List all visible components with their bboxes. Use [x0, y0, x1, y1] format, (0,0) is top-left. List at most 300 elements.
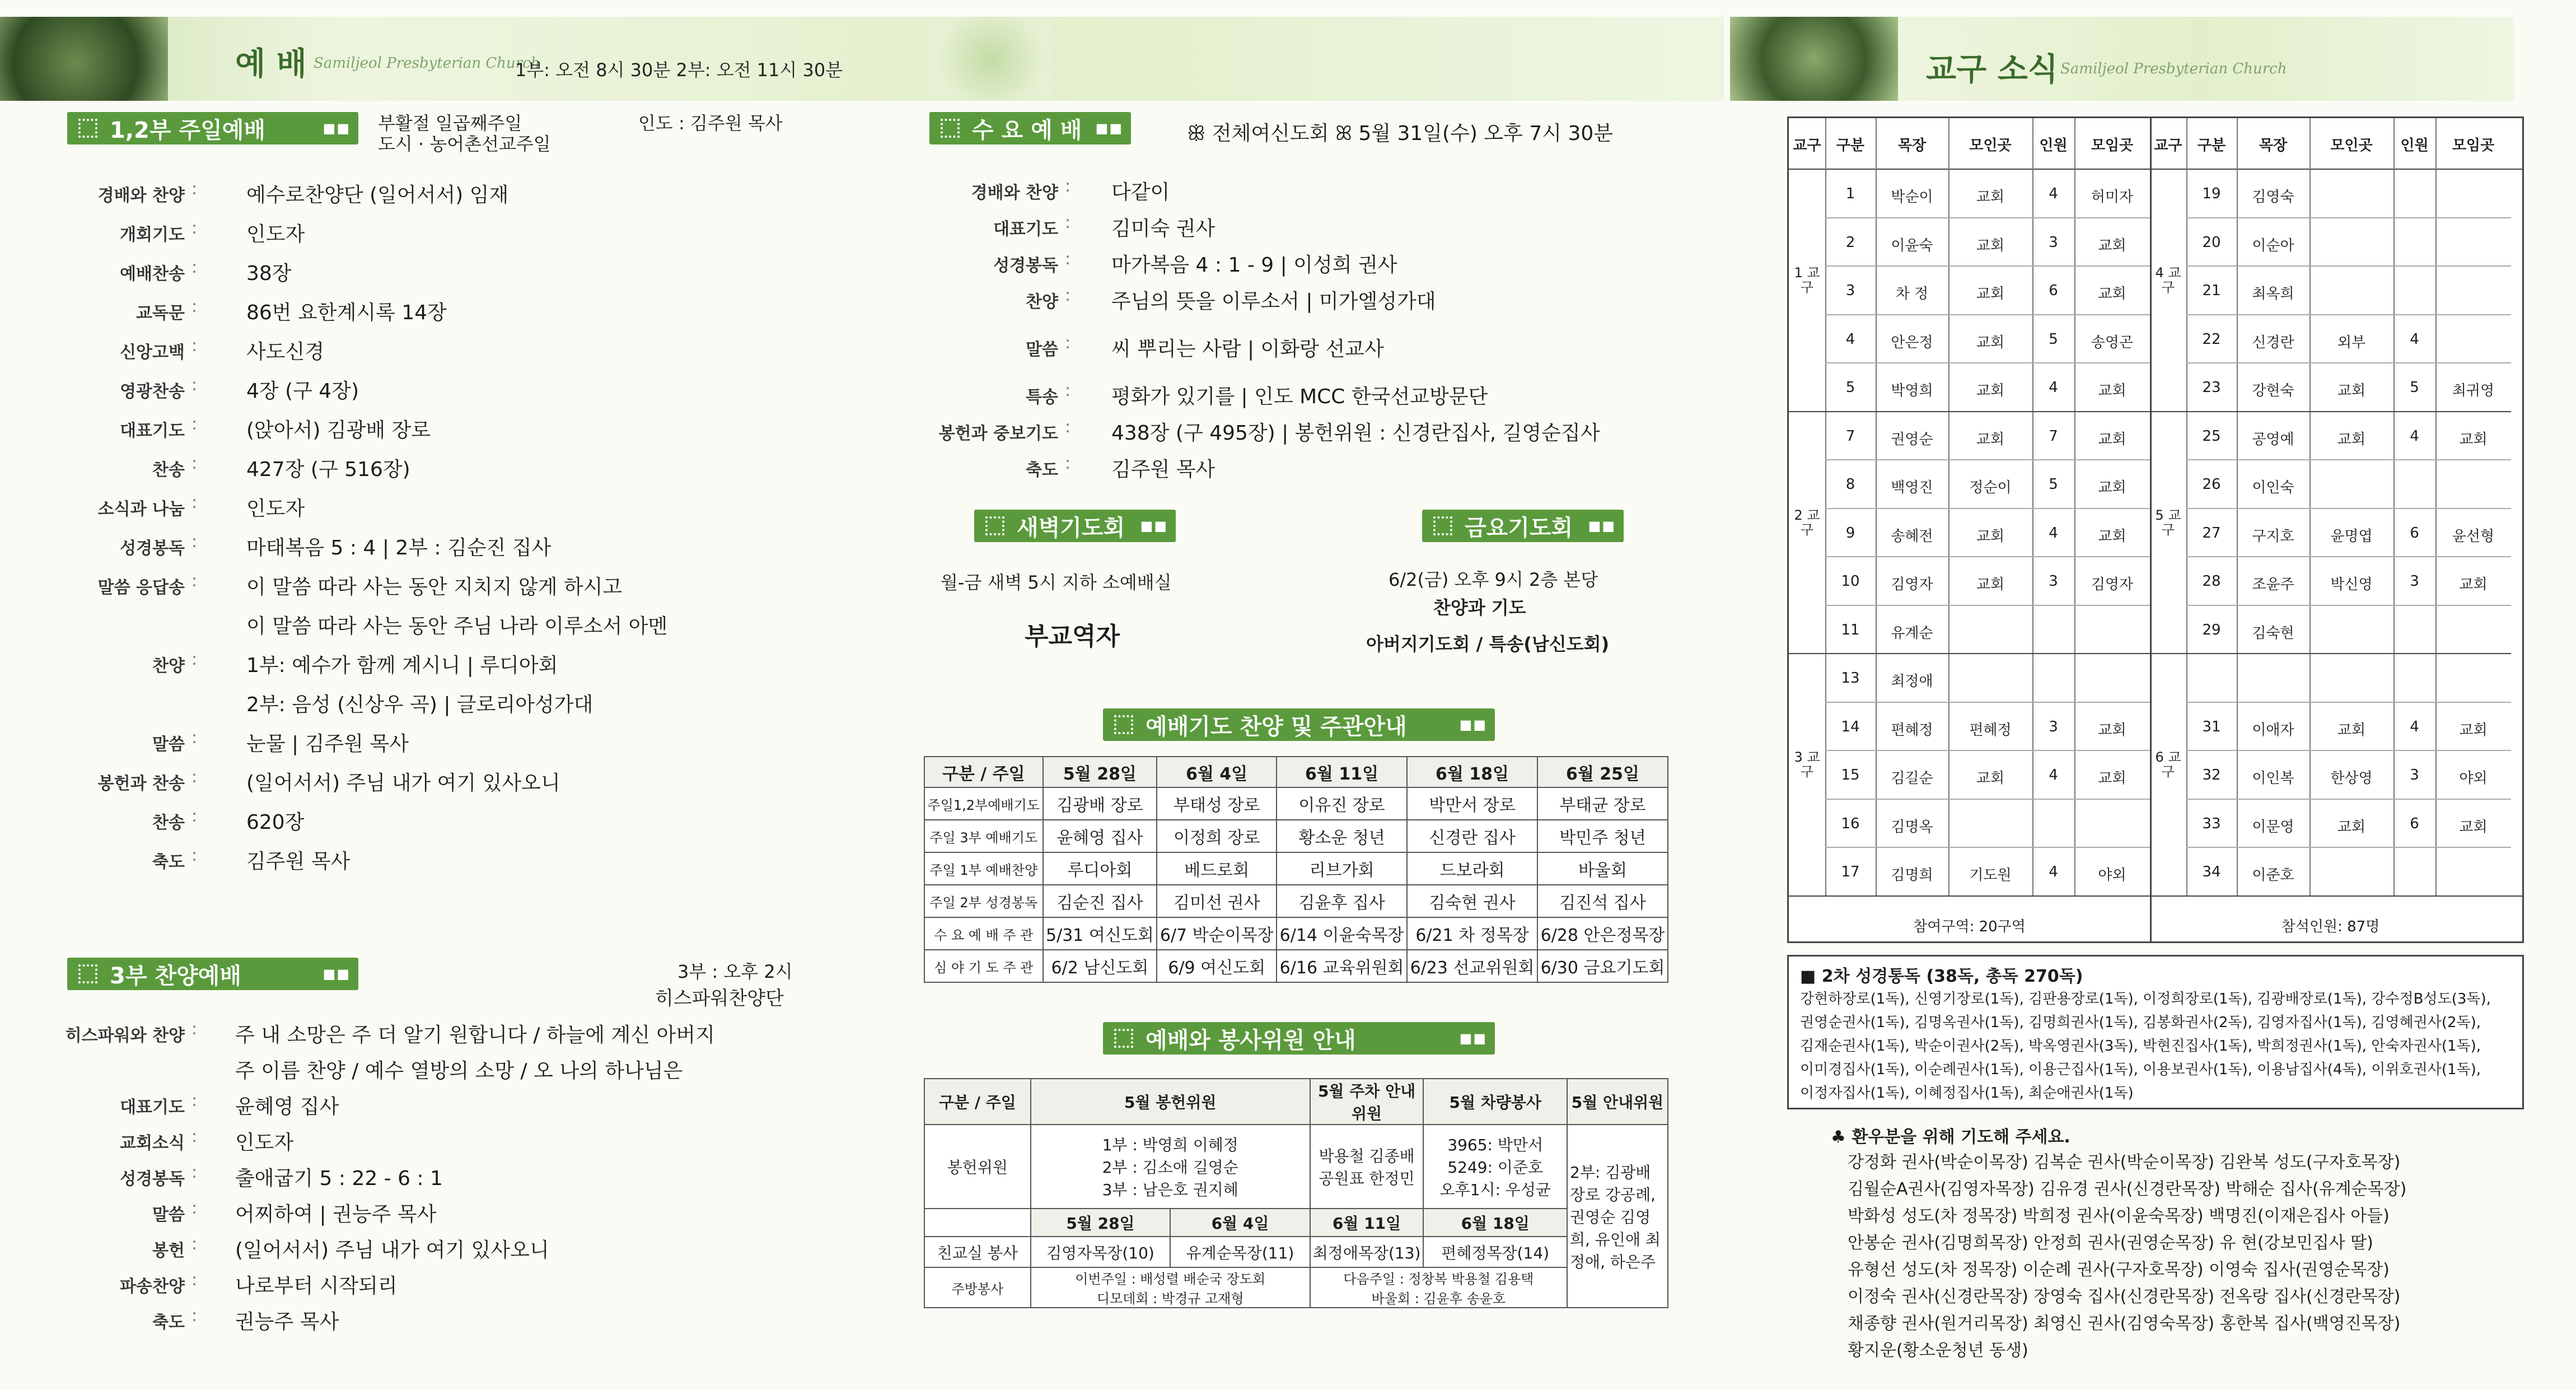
order-colon: :: [191, 414, 198, 434]
district-cell: 허미자: [2091, 189, 2134, 206]
guide-table: [924, 756, 1668, 983]
order-value: 눈물 | 김주원 목사: [246, 733, 409, 755]
district-cell: 교회: [2098, 431, 2126, 448]
order-value: 주 이름 찬양 / 예수 열방의 소망 / 오 나의 하나님은: [235, 1060, 683, 1083]
order-label: 신앙고백: [120, 343, 185, 362]
order-colon: :: [191, 1234, 198, 1254]
district-col-header: 교구: [2154, 137, 2182, 154]
guide-row-label: 심 야 기 도 주 관: [924, 950, 1043, 982]
friday-groups: 아버지기도회 / 특송(남신도회): [1366, 633, 1610, 655]
order-value: 620장: [246, 811, 305, 834]
guide-col-header: 구분 / 주일: [924, 757, 1043, 787]
order-colon: :: [1065, 249, 1071, 269]
order-label: 교회소식: [120, 1134, 185, 1153]
district-cell: 15: [1841, 767, 1860, 783]
friday-schedule: 6/2(금) 오후 9시 2층 본당: [1388, 569, 1598, 590]
district-cell: 김영자: [1891, 576, 1933, 593]
district-cell: 야외: [2459, 770, 2488, 787]
service-col-header: 5월 안내위원: [1567, 1079, 1668, 1125]
district-cell: 교회: [2098, 528, 2126, 545]
district-col-header: 인원: [2039, 137, 2068, 154]
service-col-header: 5월 차량봉사: [1423, 1079, 1567, 1125]
district-cell: 최귀영: [2452, 383, 2495, 399]
district-cell: 23: [2202, 379, 2221, 396]
district-cell: 공영예: [2252, 431, 2294, 448]
guide-col-header: 6월 11일: [1277, 757, 1407, 787]
bible-reading-box: [1787, 955, 2524, 1109]
order-label: 말씀 응답송: [97, 578, 185, 598]
district-col-header: 모임곳: [2452, 137, 2495, 154]
order-value: 김주원 목사: [1111, 458, 1215, 481]
order-label: 찬양: [1026, 292, 1058, 312]
order-colon: :: [191, 1198, 198, 1218]
district-table: [1787, 116, 2524, 943]
district-cell: 김명옥: [1891, 818, 1933, 836]
flower-photo: [1730, 17, 1898, 101]
district-cell: 교회: [1976, 528, 2005, 545]
district-row-divider: [2186, 265, 2511, 267]
district-cell: 교회: [1976, 383, 2005, 399]
guide-header: 예배기도 찬양 및 주관안내 ■■: [1103, 708, 1495, 741]
guide-row-label: 주일 2부 성경봉독: [924, 885, 1043, 917]
prayer-request-title: ♣ 환우분을 위해 기도해 주세요.: [1831, 1127, 2070, 1147]
service-col-header: 5월 봉헌위원: [1031, 1079, 1310, 1125]
district-row-divider: [1825, 605, 2150, 606]
bible-reading-line: 이정자집사(1독), 이혜정집사(1독), 최순애권사(1독): [1800, 1085, 2134, 1102]
order-label: 히스파워와 찬양: [65, 1026, 185, 1046]
order-label: 봉헌과 중보기도: [938, 424, 1058, 444]
guide-col-header: 6월 4일: [1157, 757, 1277, 787]
grid-icon: [78, 964, 97, 983]
district-cell: 교회: [1976, 576, 2005, 593]
car-cell: 3965: 박만서 5249: 이준호 오후1시: 우성균: [1423, 1125, 1567, 1209]
order-label: 찬송: [152, 460, 185, 480]
order-colon: :: [1065, 381, 1071, 400]
district-col-header: 목장: [2259, 137, 2288, 154]
order-value: 2부: 음성 (신상우 곡) | 글로리아성가대: [246, 693, 593, 716]
district-row-divider: [1825, 217, 2150, 218]
welcome-cell: 김영자목장(10): [1031, 1237, 1171, 1267]
district-cell: 34: [2202, 864, 2221, 880]
district-cell: 11: [1841, 621, 1860, 638]
district-cell: 3: [2049, 234, 2058, 251]
guide-cell: 박민주 청년: [1537, 820, 1668, 852]
district-cell: 5: [2410, 379, 2419, 396]
order-label: 봉헌: [152, 1241, 185, 1261]
district-cell: 이윤숙: [1891, 237, 1933, 254]
district-cell: 최옥희: [2252, 286, 2294, 302]
district-cell: 1: [1845, 185, 1855, 202]
district-cell: 윤선형: [2452, 528, 2495, 545]
guide-cell: 리브가회: [1277, 852, 1407, 885]
guide-col-header: 5월 28일: [1043, 757, 1157, 787]
district-cell: 교회: [2459, 721, 2488, 739]
district-cell: 교회: [1976, 189, 2005, 206]
district-cell: 백영진: [1891, 479, 1933, 496]
district-cell: 박순이: [1891, 189, 1933, 206]
prayer-request-line: 이정숙 권사(신경란목장) 장영숙 집사(신경란목장) 전옥랑 집사(신경란목장): [1848, 1287, 2401, 1307]
district-cell: 교회: [2098, 286, 2126, 302]
guide-row-label: 주일 1부 예배찬양: [924, 852, 1043, 885]
order-label: 말씀: [152, 735, 185, 754]
order-colon: :: [1065, 213, 1071, 232]
sunday-subtitle-1: 부활절 일곱째주일: [378, 113, 522, 134]
guide-row-label: 수 요 예 배 주 관: [924, 917, 1043, 950]
dawn-schedule: 월-금 새벽 5시 지하 소예배실: [941, 572, 1172, 593]
service-date-header: 6월 4일: [1170, 1209, 1310, 1237]
district-col-header: 교구: [1793, 137, 1821, 154]
bible-reading-line: 강현하장로(1독), 신영기장로(1독), 김판용장로(1독), 이정희장로(1독), 김광배장로(1독), 강수정B성도(3독),: [1800, 991, 2491, 1007]
order-label: 교독문: [136, 304, 185, 323]
order-label: 경배와 찬양: [97, 186, 185, 206]
wednesday-event: ꕥ 전체여신도회 ꕤ 5월 31일(수) 오후 7시 30분: [1187, 122, 1614, 145]
district-cell: 교회: [2337, 818, 2366, 836]
guide-cell: 드보라회: [1407, 852, 1537, 885]
guide-cell: 6/2 남신도회: [1043, 950, 1157, 982]
district-cell: 윤명엽: [2330, 528, 2373, 545]
order-label: 축도: [152, 1313, 185, 1332]
order-colon: :: [191, 375, 198, 395]
guide-cell: 김미선 권사: [1157, 885, 1277, 917]
order-colon: :: [191, 532, 198, 552]
service-date-header: 6월 11일: [1310, 1209, 1424, 1237]
order-label: 성경봉독: [120, 539, 185, 558]
order-value: 4장 (구 4장): [246, 380, 359, 403]
order-label: 특송: [1026, 388, 1058, 407]
district-footer-divider: [1789, 895, 2522, 897]
guide-row-label: 주일1,2부예배기도: [924, 787, 1043, 820]
district-col-header: 인원: [2400, 137, 2429, 154]
district-cell: 교회: [2098, 770, 2126, 787]
guide-cell: 6/30 금요기도회: [1537, 950, 1668, 982]
district-cell: 33: [2202, 815, 2221, 832]
district-col-header: 구분: [1836, 137, 1865, 154]
district-col-header: 모인곳: [1969, 137, 2012, 154]
order-label: 축도: [152, 852, 185, 872]
order-value: 예수로찬양단 (일어서서) 임재: [246, 184, 509, 207]
district-cell: 교회: [2098, 383, 2126, 399]
guide-cell: 5/31 여신도회: [1043, 917, 1157, 950]
guide-cell: 부태균 장로: [1537, 787, 1668, 820]
district-cell: 신경란: [2252, 334, 2294, 351]
order-value: 어찌하여 | 권능주 목사: [235, 1203, 437, 1226]
guide-cell: 6/14 이윤숙목장: [1277, 917, 1407, 950]
prayer-request-line: 채종향 권사(원거리목장) 최영신 권사(김영숙목장) 홍한복 집사(백영진목장): [1848, 1314, 2401, 1333]
district-col-header: 모인곳: [2330, 137, 2373, 154]
district-cell: 박신영: [2330, 576, 2373, 593]
order-value: 438장 (구 495장) | 봉헌위원 : 신경란집사, 길영순집사: [1111, 422, 1600, 445]
district-cell: 외부: [2337, 334, 2366, 351]
grid-icon: [1433, 516, 1452, 535]
district-cell: 정순이: [1969, 479, 2012, 496]
district-cell: 교회: [2459, 576, 2488, 593]
district-row-divider: [1825, 702, 2150, 703]
order-value: 마가복음 4 : 1 - 9 | 이성희 권사: [1111, 254, 1397, 277]
district-cell: 차 정: [1895, 286, 1929, 302]
district-cell: 3: [2410, 573, 2419, 590]
district-cell: 8: [1845, 476, 1855, 493]
district-row-divider: [2186, 605, 2511, 606]
welcome-cell: 유계순목장(11): [1170, 1237, 1310, 1267]
order-value: 윤혜영 집사: [235, 1095, 339, 1118]
district-row-divider: [1825, 847, 2150, 848]
guide-cell: 김광배 장로: [1043, 787, 1157, 820]
grid-icon: [1114, 1029, 1133, 1048]
district-group-divider: [1789, 653, 2150, 654]
district-group-label: 4 교 구: [2155, 265, 2181, 295]
order-value: 인도자: [246, 497, 305, 520]
district-cell: 5: [2049, 330, 2058, 348]
district-cell: 4: [2410, 427, 2419, 445]
dawn-prayer-header: 새벽기도회 ■■: [974, 510, 1176, 542]
guide-cell: 이정희 장로: [1157, 820, 1277, 852]
order-label: 봉헌과 찬송: [97, 774, 185, 794]
order-colon: :: [191, 846, 198, 865]
district-row-divider: [1825, 314, 2150, 315]
district-cell: 김명희: [1891, 867, 1933, 884]
order-colon: :: [1065, 333, 1071, 353]
district-cell: 3: [2410, 767, 2419, 783]
order-colon: :: [191, 258, 198, 277]
order-colon: :: [191, 454, 198, 473]
district-cell: 6: [2410, 524, 2419, 542]
district-cell: 교회: [2459, 818, 2488, 836]
district-cell: 안은정: [1891, 334, 1933, 351]
district-row-divider: [1825, 362, 2150, 363]
guide-cell: 6/16 교육위원회: [1277, 950, 1407, 982]
district-cell: 교회: [1976, 237, 2005, 254]
district-row-divider: [2186, 799, 2511, 800]
district-row-divider: [1825, 556, 2150, 557]
district-cell: 교회: [1976, 431, 2005, 448]
order-value: 427장 (구 516장): [246, 458, 410, 481]
order-value: 마태복음 5 : 4 | 2부 : 김순진 집사: [246, 537, 551, 559]
praise-time: 3부 : 오후 2시: [677, 961, 793, 982]
grid-icon: [78, 119, 97, 138]
guide-col-header: 6월 18일: [1407, 757, 1537, 787]
district-cell: 교회: [2337, 431, 2366, 448]
guide-cell: 6/7 박순이목장: [1157, 917, 1277, 950]
district-col-header: 구분: [2197, 137, 2226, 154]
district-cell: 26: [2202, 476, 2221, 493]
district-cell: 16: [1841, 815, 1860, 832]
district-cell: 송혜전: [1891, 528, 1933, 545]
order-value: 인도자: [246, 223, 305, 246]
worship-title: 예 배: [235, 46, 307, 82]
district-cell: 20: [2202, 234, 2221, 251]
order-colon: :: [191, 1091, 198, 1111]
guide-cell: 베드로회: [1157, 852, 1277, 885]
order-label: 영광찬송: [120, 382, 185, 402]
district-row-divider: [1825, 750, 2150, 751]
order-colon: :: [191, 493, 198, 512]
district-cell: 유계순: [1891, 624, 1933, 642]
order-colon: :: [191, 767, 198, 787]
bible-reading-line: 이미경집사(1독), 이순례권사(1독), 이용근집사(1독), 이용보권사(1독), 이용남집사(4독), 이위호권사(1독),: [1800, 1061, 2481, 1078]
district-group-label: 2 교 구: [1794, 507, 1820, 538]
order-colon: :: [191, 1270, 198, 1290]
district-cell: 6: [2410, 815, 2419, 832]
order-label: 축도: [1026, 460, 1058, 480]
district-row-divider: [2186, 362, 2511, 363]
district-cell: 조윤주: [2252, 576, 2294, 593]
guide-cell: 김순진 집사: [1043, 885, 1157, 917]
order-colon: :: [191, 336, 198, 356]
grid-icon: [1114, 715, 1133, 734]
district-cell: 송영곤: [2091, 334, 2134, 351]
service-date-header: 6월 18일: [1423, 1209, 1567, 1237]
district-cell: 17: [1841, 864, 1860, 880]
order-label: 말씀: [1026, 340, 1058, 360]
guide-row-label: 주일 3부 예배기도: [924, 820, 1043, 852]
order-value: 인도자: [235, 1131, 294, 1154]
district-cell: 31: [2202, 718, 2221, 735]
welcome-cell: 편혜정목장(14): [1423, 1237, 1567, 1267]
guide-cell: 6/21 차 정목장: [1407, 917, 1537, 950]
district-cell: 10: [1841, 573, 1860, 590]
bible-reading-title: ■ 2차 성경통독 (38독, 총독 270독): [1800, 967, 2083, 986]
district-cell: 27: [2202, 524, 2221, 542]
order-label: 대표기도: [120, 421, 185, 441]
district-cell: 4: [2049, 379, 2058, 396]
district-cell: 3: [1845, 282, 1855, 299]
district-cell: 4: [2410, 330, 2419, 348]
worship-times: 1부: 오전 8시 30분 2부: 오전 11시 30분: [515, 59, 843, 81]
order-colon: :: [191, 571, 198, 591]
candle-photo: [0, 17, 168, 101]
district-footer-left: 참여구역: 20구역: [1913, 918, 2026, 935]
sunday-worship-header: 1,2부 주일예배 ■■: [67, 112, 358, 144]
district-cell: 교회: [1976, 770, 2005, 787]
guide-cell: 6/23 선교위원회: [1407, 950, 1537, 982]
district-cell: 이애자: [2252, 721, 2294, 739]
district-row-divider: [2186, 508, 2511, 509]
praise-leader: 히스파워찬양단: [655, 987, 784, 1010]
order-colon: :: [1065, 454, 1071, 473]
guide-cell: 황소운 청년: [1277, 820, 1407, 852]
district-cell: 편혜정: [1891, 721, 1933, 739]
order-value: 권능주 목사: [235, 1310, 339, 1333]
order-label: 경배와 찬양: [971, 183, 1058, 203]
wednesday-worship-header: 수 요 예 배 ■■: [929, 112, 1131, 144]
kitchen-cell: 이번주일 : 배성렬 배순국 장도회 디모데회 : 박경규 고재형: [1031, 1267, 1310, 1308]
district-cell: 이인숙: [2252, 479, 2294, 496]
district-cell: 이문영: [2252, 818, 2294, 836]
district-group-label: 1 교 구: [1794, 265, 1820, 295]
district-row-divider: [1825, 265, 2150, 267]
district-cell: 이준호: [2252, 867, 2294, 884]
prayer-request-line: 안봉순 권사(김명희목장) 안정희 권사(권영순목장) 유 현(강보민집사 딸): [1848, 1233, 2373, 1253]
guide-cell: 김윤후 집사: [1277, 885, 1407, 917]
order-value: (일어서서) 주님 내가 여기 있사오니: [235, 1239, 549, 1262]
district-row-divider: [2186, 556, 2511, 557]
district-cell: 6: [2049, 282, 2058, 299]
order-colon: :: [191, 1306, 198, 1326]
grid-icon: [985, 516, 1004, 535]
district-cell: 최정애: [1891, 673, 1933, 690]
district-cell: 편혜정: [1969, 721, 2012, 739]
guide-cell: 김진석 집사: [1537, 885, 1668, 917]
district-cell: 25: [2202, 427, 2221, 445]
order-colon: :: [191, 806, 198, 826]
district-cell: 3: [2049, 718, 2058, 735]
grid-icon: [941, 119, 960, 138]
district-cell: 4: [2049, 864, 2058, 880]
order-value: 38장: [246, 262, 292, 285]
district-news-subtitle: Samiljeol Presbyterian Church: [2060, 60, 2287, 77]
order-colon: :: [191, 1019, 198, 1039]
guide-cell: 바울회: [1537, 852, 1668, 885]
order-colon: :: [1065, 417, 1071, 437]
service-date-header: 5월 28일: [1031, 1209, 1171, 1237]
order-label: 성경봉독: [120, 1169, 185, 1189]
friday-prayer-header: 금요기도회 ■■: [1422, 510, 1624, 542]
district-cell: 교회: [1976, 286, 2005, 302]
order-value: 사도신경: [246, 340, 325, 363]
guide-cell: 이유진 장로: [1277, 787, 1407, 820]
district-cell: 교회: [2098, 237, 2126, 254]
service-row-label: 친교실 봉사: [924, 1237, 1031, 1267]
order-value: 다같이: [1111, 181, 1170, 204]
order-value: (일어서서) 주님 내가 여기 있사오니: [246, 772, 560, 795]
praise-worship-header: 3부 찬양예배 ■■: [67, 958, 358, 990]
prayer-request-line: 강정화 권사(박순이목장) 김복순 권사(박순이목장) 김완복 성도(구자호목장): [1848, 1153, 2401, 1172]
order-colon: :: [1065, 176, 1071, 196]
district-row-divider: [2186, 459, 2511, 460]
order-value: 주님의 뜻을 이루소서 | 미가엘성가대: [1111, 290, 1436, 313]
district-half-divider: [2150, 118, 2152, 941]
order-colon: :: [191, 1163, 198, 1182]
district-col-header: 모임곳: [2091, 137, 2134, 154]
order-label: 파송찬양: [120, 1277, 185, 1296]
district-cell: 7: [1845, 427, 1855, 445]
district-cell: 야외: [2098, 867, 2126, 884]
district-cell: 4: [2049, 524, 2058, 542]
guide-cell: 루디아회: [1043, 852, 1157, 885]
order-colon: :: [191, 728, 198, 748]
order-value: 씨 뿌리는 사람 | 이화랑 선교사: [1111, 338, 1384, 361]
district-group-divider: [1789, 411, 2150, 412]
service-row-label: 봉헌위원: [924, 1125, 1031, 1209]
district-cell: 2: [1845, 234, 1855, 251]
order-label: 성경봉독: [993, 256, 1058, 276]
district-cell: 3: [2049, 573, 2058, 590]
prayer-request-line: 박화성 성도(차 정목장) 박희정 권사(이윤숙목장) 백명진(이재은집사 아들): [1848, 1206, 2390, 1226]
district-cell: 13: [1841, 670, 1860, 687]
service-row-label: 주방봉사: [924, 1267, 1031, 1308]
order-value: 이 말씀 따라 사는 동안 지치지 않게 하시고: [246, 576, 623, 599]
order-label: 말씀: [152, 1205, 185, 1225]
order-value: 1부: 예수가 함께 계시니 | 루디아회: [246, 654, 558, 677]
district-cell: 김길순: [1891, 770, 1933, 787]
service-col-header: 구분 / 주일: [924, 1079, 1031, 1125]
district-cell: 4: [1845, 330, 1855, 348]
district-cell: 9: [1845, 524, 1855, 542]
service-table: [924, 1078, 1668, 1308]
district-group-divider: [2150, 653, 2511, 654]
bible-reading-line: 김재순권사(1독), 박순이권사(2독), 박옥영권사(3독), 박현진집사(1독), 박희정권사(1독), 안숙자권사(1독),: [1800, 1038, 2481, 1055]
guide-cell: 6/28 안은정목장: [1537, 917, 1668, 950]
dawn-leader: 부교역자: [1025, 622, 1120, 651]
parking-cell: 박용철 김종배 공원표 한정민: [1310, 1125, 1424, 1209]
order-label: 대표기도: [993, 220, 1058, 239]
district-col-header: 목장: [1897, 137, 1927, 154]
order-label: 대표기도: [120, 1098, 185, 1117]
district-cell: 22: [2202, 330, 2221, 348]
order-value: 평화가 있기를 | 인도 MCC 한국선교방문단: [1111, 385, 1488, 408]
district-cell: 4: [2410, 718, 2419, 735]
guide-cell: 김숙현 권사: [1407, 885, 1537, 917]
